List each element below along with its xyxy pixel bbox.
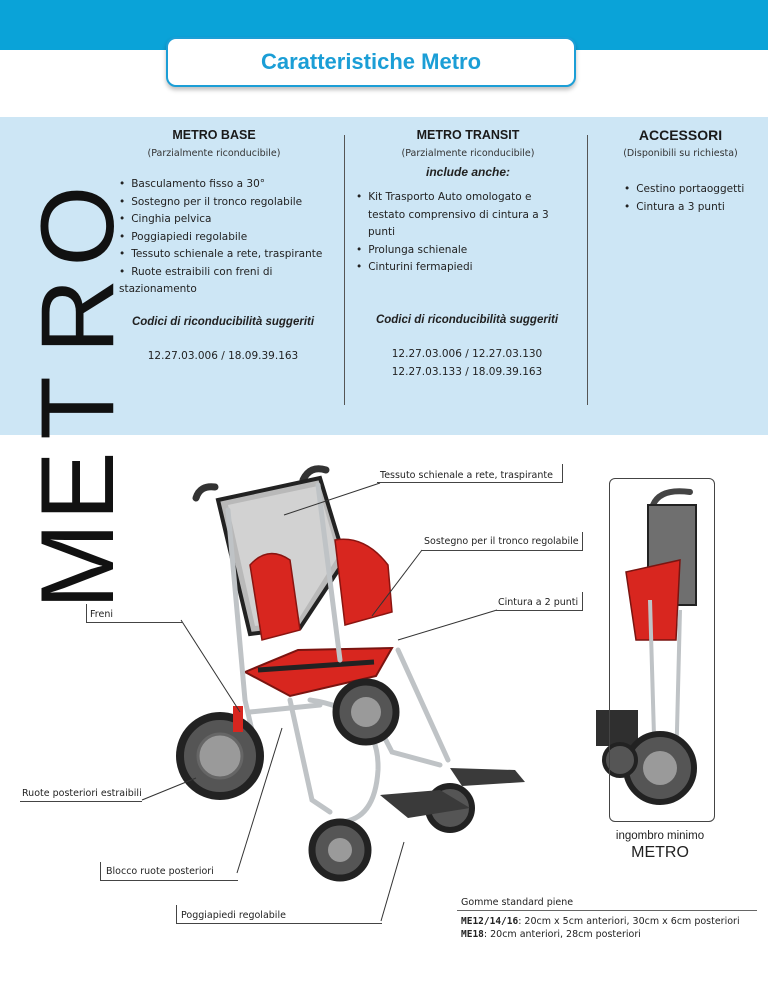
folded-caption: ingombro minimo <box>615 830 705 842</box>
side-title-letter: M <box>20 522 136 610</box>
side-title-letter: T <box>20 376 136 440</box>
base-codes-title: Codici di riconducibilità suggeriti <box>131 316 315 328</box>
tires-divider <box>457 910 757 911</box>
list-item: • Kit Trasporto Auto omologato e testato comprensivo di cintura a 3 punti <box>356 189 571 242</box>
callout-trunk-support: Sostegno per il tronco regolabile <box>424 536 579 547</box>
tires-spec: : 20cm anteriori, 28cm posteriori <box>483 929 641 940</box>
callout-belt: Cintura a 2 punti <box>498 597 579 608</box>
list-item: • Cinturini fermapiedi <box>356 259 571 277</box>
transit-subtitle: (Parzialmente riconducibile) <box>401 148 535 159</box>
tires-model: ME12/14/16 <box>461 916 519 927</box>
base-subtitle: (Parzialmente riconducibile) <box>147 148 281 159</box>
code-line: 12.27.03.006 / 18.09.39.163 <box>147 350 299 362</box>
stroller-image <box>180 469 525 878</box>
tires-row <box>461 916 740 927</box>
side-title-letter: R <box>20 278 136 354</box>
callout-mesh: Tessuto schienale a rete, traspirante <box>380 470 553 481</box>
code-line: 12.27.03.006 / 12.27.03.130 <box>391 348 543 360</box>
callout-wheel-lock: Blocco ruote posteriori <box>106 866 214 877</box>
list-item: • Ruote estraibili con freni di stazionamento <box>119 264 344 299</box>
list-item: • Sostegno per il tronco regolabile <box>119 194 344 212</box>
list-item: • Tessuto schienale a rete, traspirante <box>119 246 344 264</box>
transit-title: METRO TRANSIT <box>416 128 520 142</box>
callout-footrest: Poggiapiedi regolabile <box>181 910 286 921</box>
side-title-letter: O <box>20 185 136 267</box>
side-title-letter: E <box>20 451 136 521</box>
page-title: Caratteristiche Metro <box>260 49 482 74</box>
list-item: • Cinghia pelvica <box>119 211 344 229</box>
folded-model-name: METRO <box>631 844 689 861</box>
tires-model: ME18 <box>461 929 484 940</box>
list-item: • Poggiapiedi regolabile <box>119 229 344 247</box>
list-item: • Prolunga schienale <box>356 242 571 260</box>
callout-rear-wheels: Ruote posteriori estraibili <box>22 788 142 799</box>
list-item: • Cintura a 3 punti <box>624 199 764 217</box>
tires-row <box>461 929 641 940</box>
callout-brakes: Freni <box>90 609 113 620</box>
folded-inset-frame <box>609 478 715 822</box>
accessories-title: ACCESSORI <box>638 127 723 143</box>
accessories-subtitle: (Disponibili su richiesta) <box>623 148 738 159</box>
base-title: METRO BASE <box>172 128 256 142</box>
transit-include-label: include anche: <box>425 165 511 179</box>
tires-spec: : 20cm x 5cm anteriori, 30cm x 6cm posteriori <box>518 916 740 927</box>
code-line: 12.27.03.133 / 18.09.39.163 <box>391 365 543 378</box>
transit-codes-title: Codici di riconducibilità suggeriti <box>375 314 559 326</box>
list-item: • Cestino portaoggetti <box>624 181 764 199</box>
tires-title: Gomme standard piene <box>461 897 574 908</box>
list-item: • Basculamento fisso a 30° <box>119 176 344 194</box>
